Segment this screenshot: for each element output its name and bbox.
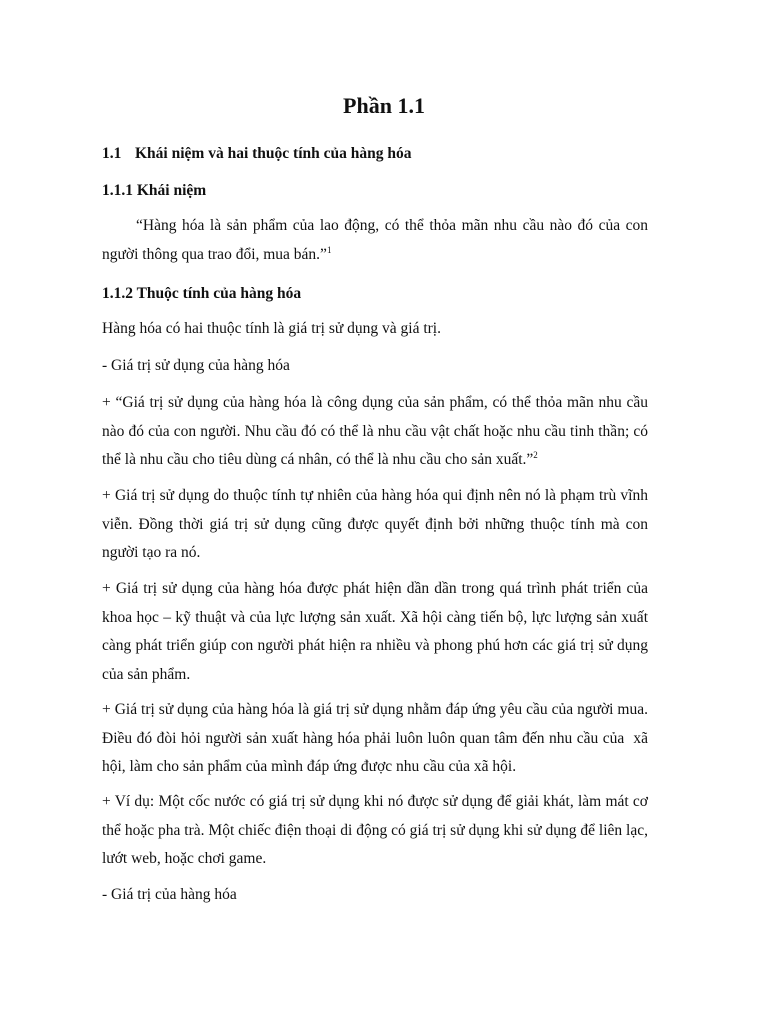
use-value-point-3: + Giá trị sử dụng của hàng hóa được phát hiện dần dần trong quá trình phát triển của khoa học – kỹ thuật và của lực lượng sản xuất. Xã hội càng tiến bộ, lực lượng sản xuất càng phát triển giúp con người phát hiện ra nhiều và phong phú hơn các giá trị sử dụng của sản phẩm. xyxy=(102,580,648,683)
use-value-point-4: + Giá trị sử dụng của hàng hóa là giá trị sử dụng nhằm đáp ứng yêu cầu của người mua. Điều đó đòi hỏi người sản xuất hàng hóa phải luôn luôn quan tâm đến nhu cầu của xã hội, làm cho sản phẩm của mình đáp ứng được nhu cầu của xã hội. xyxy=(102,701,652,775)
use-value-point-2: + Giá trị sử dụng do thuộc tính tự nhiên của hàng hóa qui định nên nó là phạm trù vĩnh viễn. Đồng thời giá trị sử dụng cũng được quyết định bởi những thuộc tính mà con người tạo ra nó. xyxy=(102,487,664,561)
footnote-marker: 1 xyxy=(326,244,332,255)
properties-intro-paragraph: Hàng hóa có hai thuộc tính là giá trị sử dụng và giá trị. xyxy=(102,320,441,337)
definition-paragraph xyxy=(102,212,648,269)
subsection-heading-properties: 1.1.2 Thuộc tính của hàng hóa xyxy=(102,285,302,302)
value-heading: - Giá trị của hàng hóa xyxy=(102,886,237,903)
subsection-heading-concept: 1.1.1 Khái niệm xyxy=(102,182,207,199)
use-value-heading: - Giá trị sử dụng của hàng hóa xyxy=(102,357,290,374)
use-value-point-1 xyxy=(102,389,648,475)
definition-text: “Hàng hóa là sản phẩm của lao động, có thể thỏa mãn nhu cầu nào đó của con người thông qua trao đổi, mua bán.” xyxy=(102,217,648,263)
page-title: Phần 1.1 xyxy=(343,93,425,118)
use-value-example: + Ví dụ: Một cốc nước có giá trị sử dụng khi nó được sử dụng để giải khát, làm mát cơ thể hoặc pha trà. Một chiếc điện thoại di động có giá trị sử dụng khi sử dụng để liên lạc, lướt web, hoặc chơi game. xyxy=(102,793,648,867)
section-heading xyxy=(102,145,411,163)
footnote-marker: 2 xyxy=(533,450,538,460)
section-title: Khái niệm và hai thuộc tính của hàng hóa xyxy=(135,145,412,162)
use-value-point-1-text: + “Giá trị sử dụng của hàng hóa là công dụng của sản phẩm, có thể thỏa mãn nhu cầu nào đó của con người. Nhu cầu đó có thể là nhu cầu vật chất hoặc nhu cầu tinh thần; có thể là nhu cầu cho tiêu dùng cá nhân, có thể là nhu cầu cho sản xuất.” xyxy=(102,394,648,468)
section-number: 1.1 xyxy=(102,145,122,162)
